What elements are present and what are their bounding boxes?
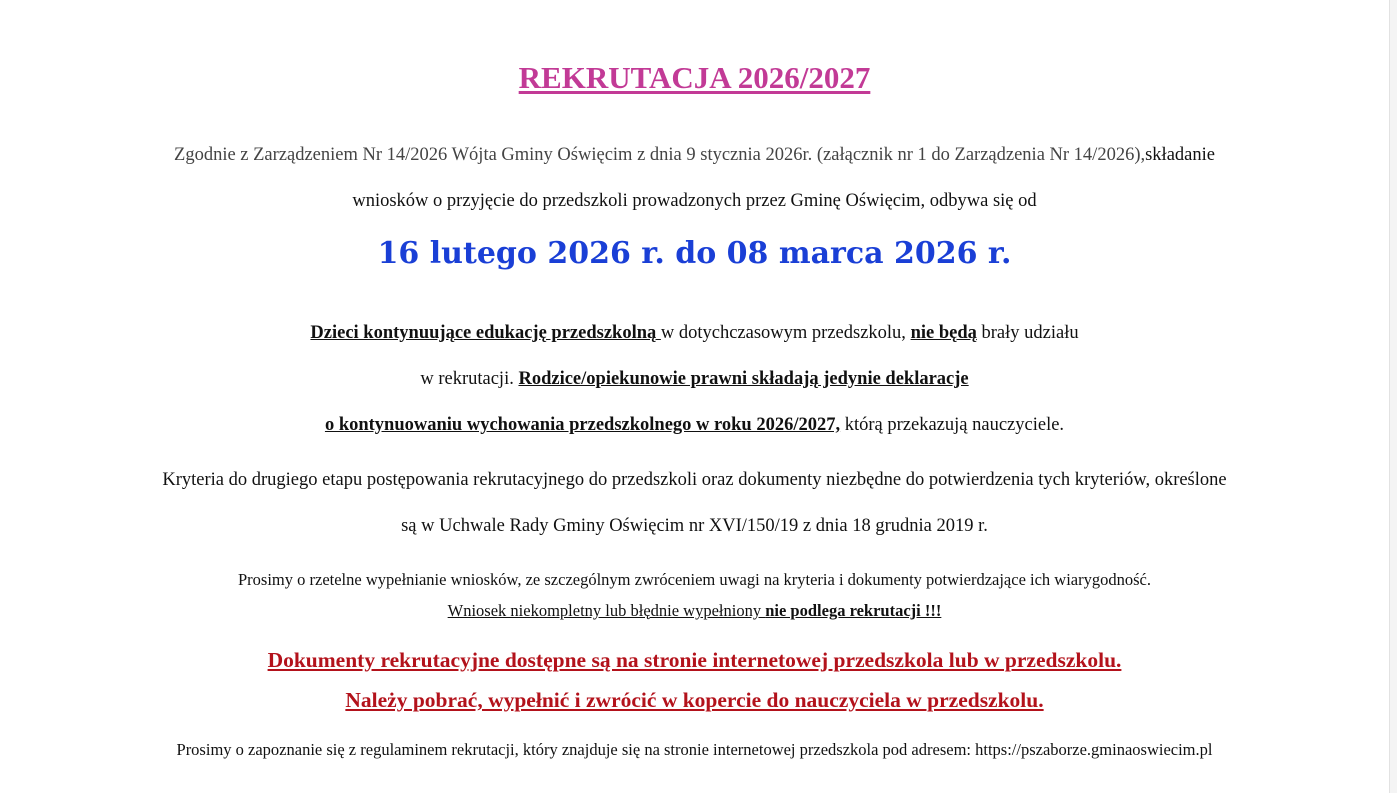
notice-download-return: Należy pobrać, wypełnić i zwrócić w kopercie do nauczyciela w przedszkolu.	[345, 688, 1044, 712]
paragraph-recruitment-declaration	[0, 369, 1389, 390]
incomplete-text: Wniosek niekompletny lub błędnie wypełniony	[447, 601, 766, 620]
participation-text: brały udziału	[976, 323, 1079, 343]
regulation-tail: składanie	[1145, 145, 1215, 165]
recruitment-text: w rekrutacji.	[420, 369, 519, 389]
notice-documents-available: Dokumenty rekrutacyjne dostępne są na stronie internetowej przedszkola lub w przedszkolu.	[267, 648, 1122, 672]
vertical-scrollbar[interactable]	[1389, 0, 1397, 793]
date-range: 16 lutego 2026 r. do 08 marca 2026 r.	[377, 236, 1012, 271]
not-subject-emphasis: nie podlega rekrutacji !!!	[765, 601, 942, 620]
continuing-children-emphasis: Dzieci kontynuujące edukację przedszkolną	[310, 323, 661, 343]
page-title: REKRUTACJA 2026/2027	[518, 60, 871, 95]
paragraph-please-fill: Prosimy o rzetelne wypełnianie wniosków, ze szczególnym zwróceniem uwagi na kryteria i dokumenty potwierdzające ich wiarygodność.	[237, 570, 1151, 589]
teachers-text: którą przekazują nauczyciele.	[840, 415, 1065, 435]
will-not-emphasis: nie będą	[910, 323, 977, 343]
paragraph-incomplete-warning	[0, 601, 1389, 621]
paragraph-continuing-children	[0, 323, 1389, 344]
paragraph-resolution: są w Uchwale Rady Gminy Oświęcim nr XVI/150/19 z dnia 18 grudnia 2019 r.	[401, 516, 988, 536]
paragraph-applications: wniosków o przyjęcie do przedszkoli prowadzonych przez Gminę Oświęcim, odbywa się od	[352, 191, 1037, 211]
paragraph-continuation	[0, 415, 1389, 436]
paragraph-regulation	[0, 145, 1389, 166]
continuing-children-text: w dotychczasowym przedszkolu,	[660, 323, 911, 343]
regulation-text: Zgodnie z Zarządzeniem Nr 14/2026 Wójta Gminy Oświęcim z dnia 9 stycznia 2026r. (załącznik nr 1 do Zarządzenia Nr 14/2026),	[174, 145, 1146, 165]
paragraph-criteria: Kryteria do drugiego etapu postępowania rekrutacyjnego do przedszkoli oraz dokumenty niezbędne do potwierdzenia tych kryteriów, określone	[162, 470, 1227, 490]
paragraph-regulations-link: Prosimy o zapoznanie się z regulaminem rekrutacji, który znajduje się na stronie internetowej przedszkola pod adresem: https://pszaborze.gminaoswiecim.pl	[176, 740, 1213, 759]
parents-declaration-emphasis: Rodzice/opiekunowie prawni składają jedynie deklaracje	[518, 369, 969, 389]
continuation-emphasis: o kontynuowaniu wychowania przedszkolnego w roku 2026/2027,	[324, 415, 841, 435]
